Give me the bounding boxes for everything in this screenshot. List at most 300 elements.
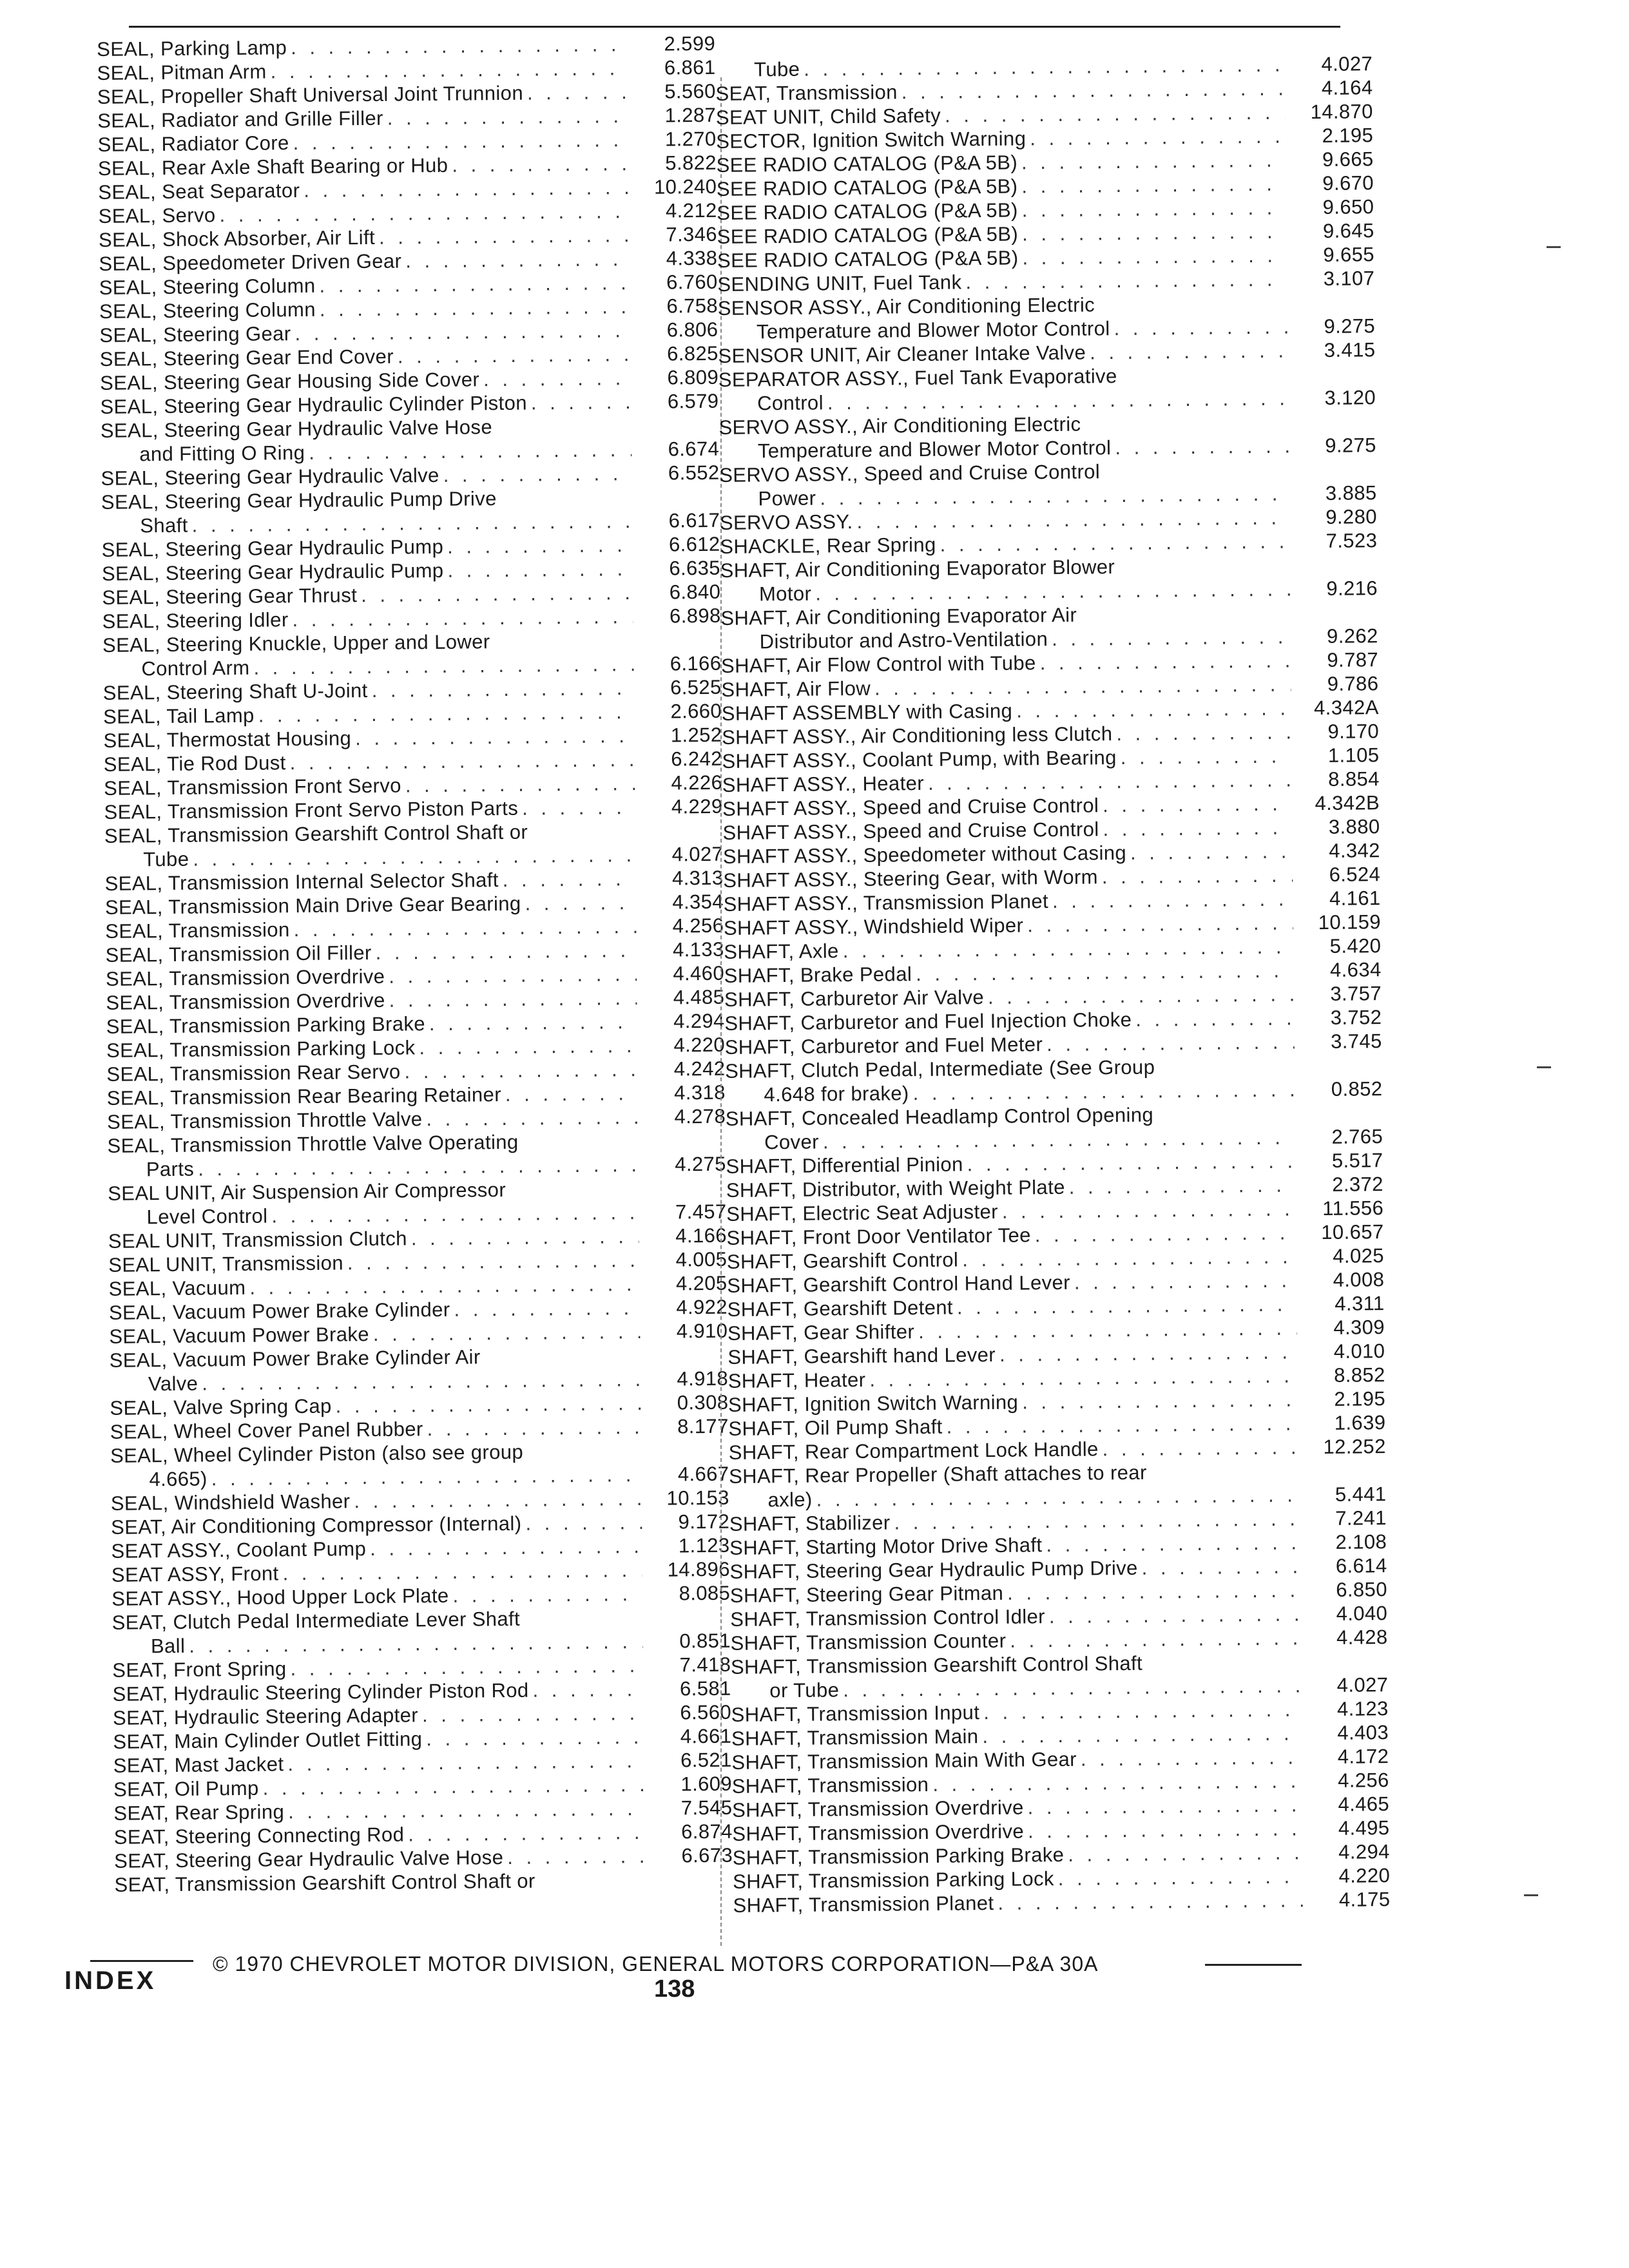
- entry-number: 9.172: [678, 1510, 730, 1533]
- entry-name: SEAL, Transmission Overdrive: [106, 988, 385, 1014]
- entry-name: SEAL UNIT, Transmission: [108, 1251, 344, 1276]
- entry-name: SHAFT, Gearshift hand Lever: [728, 1343, 996, 1369]
- entry-number: 6.874: [681, 1820, 733, 1843]
- entry-name: SEAL UNIT, Air Suspension Air Compressor: [108, 1178, 506, 1205]
- entry-name: SEAT, Mast Jacket: [113, 1753, 284, 1777]
- dot-leader: [967, 1149, 1296, 1176]
- entry-name: Power: [758, 486, 816, 510]
- entry-number: 4.175: [1338, 1888, 1391, 1911]
- entry-number: 8.177: [677, 1414, 729, 1438]
- entry-number: 4.495: [1338, 1816, 1390, 1840]
- dot-leader: [443, 461, 632, 487]
- entry-name: SHAFT ASSY., Air Conditioning less Clutch: [721, 722, 1113, 749]
- dot-leader: [1052, 624, 1291, 651]
- entry-number: 6.166: [670, 651, 722, 675]
- entry-name: SEAL, Transmission Rear Servo: [106, 1060, 401, 1086]
- dot-leader: [408, 1820, 645, 1847]
- entry-number: 10.657: [1321, 1220, 1384, 1244]
- entry-number: 4.485: [673, 985, 725, 1009]
- entry-number: 10.153: [666, 1486, 729, 1510]
- dot-leader: [1022, 1387, 1298, 1414]
- dot-leader: [916, 958, 1294, 986]
- entry-name: SEAL, Wheel Cylinder Piston (also see group: [110, 1440, 524, 1467]
- entry-number: 4.027: [1336, 1673, 1389, 1696]
- entry-name: SHAFT, Gearshift Detent: [727, 1296, 954, 1321]
- entry-number: 1.123: [678, 1533, 730, 1557]
- dot-leader: [1103, 1435, 1298, 1461]
- entry-number: 7.346: [666, 222, 718, 246]
- dot-leader: [1046, 1530, 1299, 1557]
- dot-leader: [370, 1534, 642, 1561]
- entry-number: 4.910: [676, 1319, 728, 1343]
- entry-number: 3.880: [1328, 815, 1380, 838]
- entry-number: 4.027: [1321, 52, 1373, 75]
- entry-number: 9.280: [1325, 505, 1378, 528]
- entry-number: 0.308: [677, 1390, 729, 1414]
- entry-name: SEAL, Servo: [98, 204, 216, 227]
- entry-name: SEAL, Steering Gear Hydraulic Pump: [101, 535, 444, 561]
- entry-number: 5.560: [664, 79, 717, 103]
- entry-number: 6.242: [671, 747, 722, 771]
- entry-name: Valve: [148, 1372, 198, 1396]
- entry-name: SHAFT ASSY., Speed and Cruise Control: [722, 794, 1099, 820]
- entry-name: Parts: [146, 1157, 195, 1181]
- entry-name: Tube: [754, 57, 800, 81]
- dot-leader: [1081, 1745, 1302, 1771]
- entry-name: SENSOR UNIT, Air Cleaner Intake Valve: [718, 341, 1086, 367]
- entry-number: 9.787: [1327, 648, 1379, 671]
- entry-name: SHAFT, Clutch Pedal, Intermediate (See Group: [724, 1055, 1155, 1082]
- entry-name: SEAT, Steering Connecting Rod: [113, 1823, 405, 1849]
- entry-name: SEAL, Transmission Front Servo Piston Parts: [104, 796, 519, 823]
- entry-name: SEAL, Transmission Throttle Valve: [106, 1108, 423, 1133]
- dot-leader: [1049, 1602, 1300, 1628]
- margin-mark: [1537, 1066, 1551, 1068]
- index-column-left: [97, 32, 733, 1897]
- dot-leader: [452, 151, 629, 177]
- entry-number: 0.851: [679, 1629, 731, 1653]
- entry-name: SEE RADIO CATALOG (P&A 5B): [716, 151, 1018, 177]
- dot-leader: [335, 1391, 641, 1418]
- entry-name: SEAL, Transmission Parking Brake: [106, 1012, 426, 1038]
- dot-leader: [874, 672, 1291, 700]
- dot-leader: [932, 1769, 1302, 1796]
- entry-name: SHAFT, Air Conditioning Evaporator Air: [720, 603, 1077, 629]
- entry-number: 2.108: [1335, 1530, 1387, 1553]
- dot-leader: [355, 724, 635, 750]
- entry-name: SHAFT, Air Conditioning Evaporator Blower: [720, 555, 1115, 582]
- entry-name: SHAFT, Air Flow: [721, 677, 871, 701]
- entry-name: SERVO ASSY.: [719, 510, 853, 534]
- entry-name: SEAL, Transmission Front Servo: [104, 774, 402, 800]
- index-label[interactable]: INDEX: [64, 1966, 157, 1995]
- entry-number: 2.599: [664, 32, 716, 55]
- entry-number: 0.852: [1331, 1077, 1383, 1100]
- entry-name: SEAL, Steering Column: [99, 274, 316, 299]
- entry-name: SHAFT, Gearshift Control: [726, 1248, 959, 1273]
- dot-leader: [389, 986, 637, 1012]
- entry-number: 6.614: [1335, 1554, 1387, 1577]
- dot-leader: [282, 1558, 642, 1585]
- entry-number: 6.850: [1336, 1578, 1388, 1601]
- entry-number: 1.105: [1327, 744, 1380, 767]
- entry-number: 5.822: [665, 151, 717, 175]
- entry-number: 6.612: [668, 532, 720, 556]
- dot-leader: [999, 1340, 1298, 1366]
- entry-number: 1.609: [680, 1772, 733, 1796]
- dot-leader: [1074, 1268, 1297, 1294]
- entry-number: 4.123: [1336, 1697, 1389, 1720]
- entry-name: SEAL, Vacuum: [108, 1276, 246, 1300]
- entry-name: SEAL, Tie Rod Dust: [103, 751, 286, 776]
- entry-name: SHAFT ASSY., Heater: [722, 771, 925, 796]
- dot-leader: [270, 56, 628, 83]
- entry-number: 5.517: [1331, 1149, 1383, 1172]
- entry-number: 6.521: [680, 1748, 732, 1772]
- entry-name: SEAL, Transmission Internal Selector Shaft: [104, 869, 499, 895]
- margin-mark: [1524, 1894, 1538, 1896]
- entry-number: 6.806: [666, 318, 718, 341]
- dot-leader: [1135, 1006, 1294, 1031]
- dot-leader: [354, 1486, 642, 1513]
- entry-name: SHAFT, Heater: [728, 1368, 866, 1392]
- entry-name: SHAFT, Starting Motor Drive Shaft: [729, 1533, 1043, 1559]
- entry-name: SHAFT ASSY., Windshield Wiper: [723, 914, 1024, 939]
- entry-name: SEAL, Steering Gear Thrust: [102, 584, 358, 609]
- entry-number: 6.825: [667, 341, 718, 365]
- entry-number: 6.552: [668, 461, 720, 485]
- entry-name: SHAFT, Stabilizer: [729, 1511, 891, 1535]
- entry-number: 4.342B: [1315, 791, 1380, 815]
- entry-name: SEAL, Vacuum Power Brake: [109, 1323, 370, 1348]
- entry-number: 2.765: [1331, 1125, 1383, 1148]
- dot-leader: [965, 267, 1287, 294]
- footer-rule-left: [90, 1960, 193, 1962]
- entry-name: SEAL, Steering Gear Hydraulic Pump Drive: [101, 487, 497, 514]
- dot-leader: [1028, 1816, 1302, 1843]
- entry-number: 4.164: [1321, 76, 1373, 99]
- dot-leader: [1115, 434, 1289, 459]
- dot-leader: [1022, 244, 1287, 270]
- dot-leader: [389, 962, 637, 988]
- entry-name: SEAL, Steering Shaft U-Joint: [102, 679, 368, 704]
- entry-number: 6.524: [1329, 863, 1381, 886]
- entry-number: 4.133: [672, 937, 724, 961]
- entry-name: SHAFT, Steering Gear Pitman: [729, 1581, 1004, 1607]
- entry-number: 1.287: [664, 103, 717, 127]
- entry-name: SEAT, Transmission Gearshift Control Shaft or: [114, 1869, 535, 1896]
- entry-name: SEAL, Propeller Shaft Universal Joint Trunnion: [97, 81, 524, 108]
- entry-number: 14.870: [1310, 100, 1374, 124]
- entry-number: 6.581: [679, 1677, 731, 1700]
- dot-leader: [372, 676, 634, 702]
- entry-name: 4.648 for brake): [764, 1082, 909, 1106]
- dot-leader: [983, 1697, 1301, 1724]
- entry-number: 6.635: [669, 556, 721, 580]
- dot-leader: [404, 1057, 637, 1083]
- dot-leader: [913, 1077, 1295, 1105]
- entry-name: Temperature and Blower Motor Control: [757, 436, 1112, 463]
- entry-number: 4.220: [673, 1033, 726, 1057]
- dot-leader: [219, 199, 629, 227]
- entry-name: SHAFT ASSY., Transmission Planet: [723, 890, 1049, 916]
- dot-leader: [1022, 220, 1287, 246]
- entry-name: SHAFT, Carburetor and Fuel Injection Choke: [724, 1008, 1132, 1035]
- entry-name: SECTOR, Ignition Switch Warning: [716, 127, 1027, 153]
- entry-name: SEAL, Steering Gear Hydraulic Pump: [101, 559, 444, 585]
- dot-leader: [1022, 196, 1287, 222]
- entry-number: 4.242: [673, 1057, 726, 1081]
- entry-number: 6.840: [669, 580, 721, 604]
- entry-name: SHAFT, Transmission Control Idler: [730, 1605, 1046, 1631]
- entry-number: 3.120: [1324, 386, 1376, 409]
- entry-name: SEAL, Steering Gear Housing Side Cover: [99, 368, 480, 394]
- dot-leader: [373, 1320, 641, 1346]
- entry-number: 7.523: [1325, 529, 1378, 552]
- entry-number: 2.195: [1334, 1387, 1386, 1410]
- entry-name: SEAL, Steering Idler: [102, 608, 289, 633]
- entry-number: 4.278: [674, 1104, 726, 1128]
- dot-leader: [319, 271, 630, 298]
- margin-mark: [1547, 246, 1561, 248]
- entry-name: SEAL, Rear Axle Shaft Bearing or Hub: [97, 153, 448, 180]
- entry-number: 4.465: [1338, 1792, 1390, 1816]
- entry-number: 4.313: [671, 866, 724, 890]
- entry-number: 9.670: [1322, 171, 1374, 195]
- dot-leader: [918, 1316, 1297, 1343]
- page-footer: [64, 1952, 1353, 2030]
- entry-name: Temperature and Blower Motor Control: [756, 317, 1110, 343]
- dot-leader: [525, 1510, 642, 1535]
- entry-name: 4.665): [149, 1467, 207, 1491]
- entry-name: SHAFT, Transmission Input: [731, 1701, 980, 1726]
- entry-name: or Tube: [769, 1678, 840, 1702]
- dot-leader: [525, 890, 636, 916]
- entry-number: 4.918: [677, 1367, 729, 1390]
- entry-name: SEAL, Steering Gear: [99, 322, 291, 347]
- entry-name: SEAT, Rear Spring: [113, 1800, 285, 1825]
- entry-number: 9.275: [1324, 314, 1376, 338]
- dot-leader: [507, 1844, 645, 1869]
- entry-name: SEAL, Vacuum Power Brake Cylinder Air: [109, 1345, 481, 1372]
- dot-leader: [1021, 172, 1286, 198]
- entry-number: 4.229: [671, 794, 723, 818]
- entry-name: SEAL, Transmission Parking Lock: [106, 1036, 416, 1062]
- entry-name: SEAT ASSY., Hood Upper Lock Plate: [111, 1584, 449, 1610]
- entry-number: 3.107: [1323, 267, 1375, 290]
- dot-leader: [962, 1244, 1296, 1271]
- entry-name: SEE RADIO CATALOG (P&A 5B): [717, 198, 1018, 224]
- dot-leader: [1007, 1578, 1300, 1604]
- entry-name: SEAL, Tail Lamp: [102, 704, 255, 728]
- dot-leader: [1052, 887, 1293, 913]
- entry-number: 6.758: [666, 294, 718, 318]
- entry-name: SEAT, Steering Gear Hydraulic Valve Hose: [114, 1846, 504, 1872]
- entry-number: 4.040: [1336, 1602, 1388, 1625]
- entry-number: 9.650: [1322, 195, 1374, 218]
- entry-name: SHAFT ASSY., Steering Gear, with Worm: [723, 865, 1099, 892]
- entry-number: 4.922: [676, 1295, 728, 1319]
- entry-number: 4.212: [665, 198, 717, 222]
- entry-name: SHAFT, Transmission Overdrive: [732, 1820, 1025, 1845]
- dot-leader: [447, 533, 633, 559]
- entry-name: Distributor and Astro-Ventilation: [759, 628, 1048, 653]
- entry-name: SHAFT, Differential Pinion: [726, 1153, 963, 1178]
- entry-name: SEAT, Air Conditioning Compressor (Internal): [111, 1512, 522, 1539]
- entry-number: 2.372: [1332, 1173, 1383, 1196]
- dot-leader: [1121, 744, 1292, 769]
- entry-number: 8.854: [1328, 767, 1380, 791]
- dot-leader: [1002, 1196, 1296, 1223]
- entry-number: 1.270: [664, 127, 717, 151]
- dot-leader: [405, 247, 630, 273]
- dot-leader: [1068, 1840, 1302, 1866]
- dot-leader: [1130, 839, 1293, 864]
- entry-name: SEAL, Speedometer Driven Gear: [99, 249, 402, 275]
- dot-leader: [309, 437, 631, 465]
- entry-name: SEAL, Transmission Overdrive: [105, 965, 385, 990]
- entry-name: SHAFT, Transmission Gearshift Control Shaft: [730, 1651, 1143, 1678]
- dot-leader: [957, 1292, 1297, 1319]
- entry-number: 9.665: [1322, 148, 1374, 171]
- entry-number: 10.159: [1318, 910, 1382, 934]
- entry-name: SHAFT, Front Door Ventilator Tee: [726, 1224, 1031, 1249]
- entry-name: SEAT, Main Cylinder Outlet Fitting: [113, 1727, 423, 1753]
- dot-leader: [901, 77, 1286, 104]
- entry-number: 1.252: [670, 723, 722, 747]
- entry-number: 4.460: [673, 961, 725, 985]
- dot-leader: [505, 1081, 638, 1106]
- dot-leader: [1113, 314, 1287, 340]
- entry-name: SEAL, Wheel Cover Panel Rubber: [110, 1418, 423, 1443]
- entry-number: 4.226: [671, 771, 723, 794]
- entry-name: SHAFT ASSEMBLY with Casing: [721, 699, 1013, 725]
- index-entry: [114, 1867, 733, 1897]
- dot-leader: [211, 1463, 642, 1490]
- entry-name: SHAFT, Steering Gear Hydraulic Pump Drive: [729, 1556, 1138, 1583]
- entry-number: 4.342A: [1313, 696, 1379, 720]
- entry-name: SHAFT, Electric Seat Adjuster: [726, 1200, 999, 1225]
- entry-name: SHAFT, Transmission Overdrive: [731, 1796, 1024, 1821]
- entry-number: 7.418: [679, 1653, 731, 1677]
- dot-leader: [426, 1725, 644, 1751]
- entry-number: 3.745: [1330, 1030, 1382, 1053]
- entry-name: SENDING UNIT, Fuel Tank: [717, 271, 962, 296]
- entry-name: SHAFT, Transmission Planet: [733, 1891, 994, 1917]
- entry-number: 4.342: [1329, 839, 1381, 862]
- entry-number: 4.025: [1333, 1244, 1385, 1267]
- entry-name: SEAL, Seat Separator: [98, 178, 300, 204]
- dot-leader: [1090, 338, 1288, 364]
- entry-number: 9.655: [1323, 243, 1375, 266]
- dot-leader: [361, 581, 633, 607]
- entry-name: SEAT, Hydraulic Steering Cylinder Piston Rod: [112, 1678, 529, 1706]
- dot-leader: [422, 1701, 644, 1727]
- entry-number: 7.457: [675, 1200, 727, 1224]
- entry-name: Ball: [150, 1634, 186, 1658]
- dot-leader: [291, 32, 628, 59]
- dot-leader: [262, 1773, 644, 1800]
- entry-name: SERVO ASSY., Air Conditioning Electric: [718, 412, 1081, 439]
- entry-name: SEAT, Transmission: [715, 81, 898, 105]
- dot-leader: [304, 175, 629, 202]
- dot-leader: [1030, 124, 1286, 151]
- entry-number: 4.205: [675, 1271, 728, 1295]
- entry-name: SEAL, Steering Knuckle, Upper and Lower: [102, 630, 490, 657]
- entry-name: SHAFT, Rear Compartment Lock Handle: [728, 1437, 1099, 1464]
- entry-name: SEPARATOR ASSY., Fuel Tank Evaporative: [718, 365, 1117, 391]
- dot-leader: [290, 1653, 643, 1680]
- dot-leader: [1116, 720, 1291, 745]
- dot-leader: [1142, 1554, 1300, 1579]
- copyright-text: © 1970 CHEVROLET MOTOR DIVISION, GENERAL MOTORS CORPORATION—P&A 30A: [213, 1952, 1099, 1975]
- dot-leader: [419, 1033, 637, 1059]
- entry-number: 8.852: [1333, 1363, 1385, 1387]
- entry-number: 7.545: [680, 1796, 733, 1820]
- entry-number: 7.241: [1335, 1506, 1387, 1530]
- entry-number: 6.617: [668, 508, 720, 532]
- entry-number: 6.861: [664, 55, 716, 79]
- entry-number: 4.220: [1338, 1864, 1391, 1887]
- entry-number: 3.757: [1330, 982, 1382, 1005]
- entry-name: Control: [757, 391, 824, 415]
- entry-name: SEAL, Radiator Core: [97, 131, 289, 156]
- entry-number: 6.560: [680, 1700, 732, 1724]
- dot-leader: [411, 1224, 639, 1250]
- entry-number: 3.415: [1324, 338, 1376, 361]
- entry-name: SHAFT ASSY., Speedometer without Casing: [722, 841, 1127, 868]
- dot-leader: [1102, 863, 1293, 889]
- entry-name: SHAFT, Carburetor and Fuel Meter: [724, 1033, 1043, 1059]
- entry-name: SEAL, Steering Column: [99, 298, 316, 323]
- entry-number: 6.760: [666, 270, 718, 294]
- entry-number: 9.216: [1326, 577, 1378, 600]
- dot-leader: [503, 867, 636, 892]
- dot-leader: [271, 1200, 639, 1227]
- entry-number: 4.634: [1329, 958, 1382, 981]
- dot-leader: [293, 914, 636, 941]
- dot-leader: [347, 1248, 640, 1274]
- entry-name: SHACKLE, Rear Spring: [720, 533, 936, 558]
- dot-leader: [429, 1010, 637, 1035]
- dot-leader: [405, 771, 635, 797]
- entry-name: SHAFT, Transmission Counter: [730, 1629, 1007, 1655]
- entry-number: 10.240: [653, 175, 717, 198]
- entry-name: SEAT UNIT, Child Safety: [715, 104, 941, 129]
- entry-name: SEAL, Parking Lamp: [97, 36, 287, 61]
- entry-number: 4.256: [672, 914, 724, 937]
- entry-name: SEAL, Vacuum Power Brake Cylinder: [108, 1298, 450, 1324]
- dot-leader: [483, 366, 631, 391]
- entry-name: SHAFT, Gear Shifter: [727, 1320, 915, 1345]
- entry-number: 4.172: [1337, 1745, 1389, 1768]
- entry-name: SEE RADIO CATALOG (P&A 5B): [717, 222, 1019, 248]
- entry-name: and Fitting O Ring: [139, 441, 305, 466]
- entry-name: SHAFT, Air Flow Control with Tube: [720, 651, 1036, 677]
- entry-name: SEAL, Transmission Rear Bearing Retainer: [106, 1083, 502, 1110]
- entry-number: 8.085: [679, 1581, 731, 1605]
- dot-leader: [398, 342, 631, 368]
- dot-leader: [945, 101, 1286, 128]
- entry-number: 4.318: [674, 1081, 726, 1104]
- entry-name: Control Arm: [141, 656, 250, 680]
- entry-name: Shaft: [140, 514, 188, 537]
- entry-number: 3.752: [1330, 1006, 1382, 1029]
- entry-name: SHAFT ASSY., Speed and Cruise Control: [722, 818, 1099, 844]
- entry-name: SEAL, Pitman Arm: [97, 60, 267, 84]
- entry-name: Motor: [758, 582, 812, 606]
- entry-number: 2.660: [670, 699, 722, 723]
